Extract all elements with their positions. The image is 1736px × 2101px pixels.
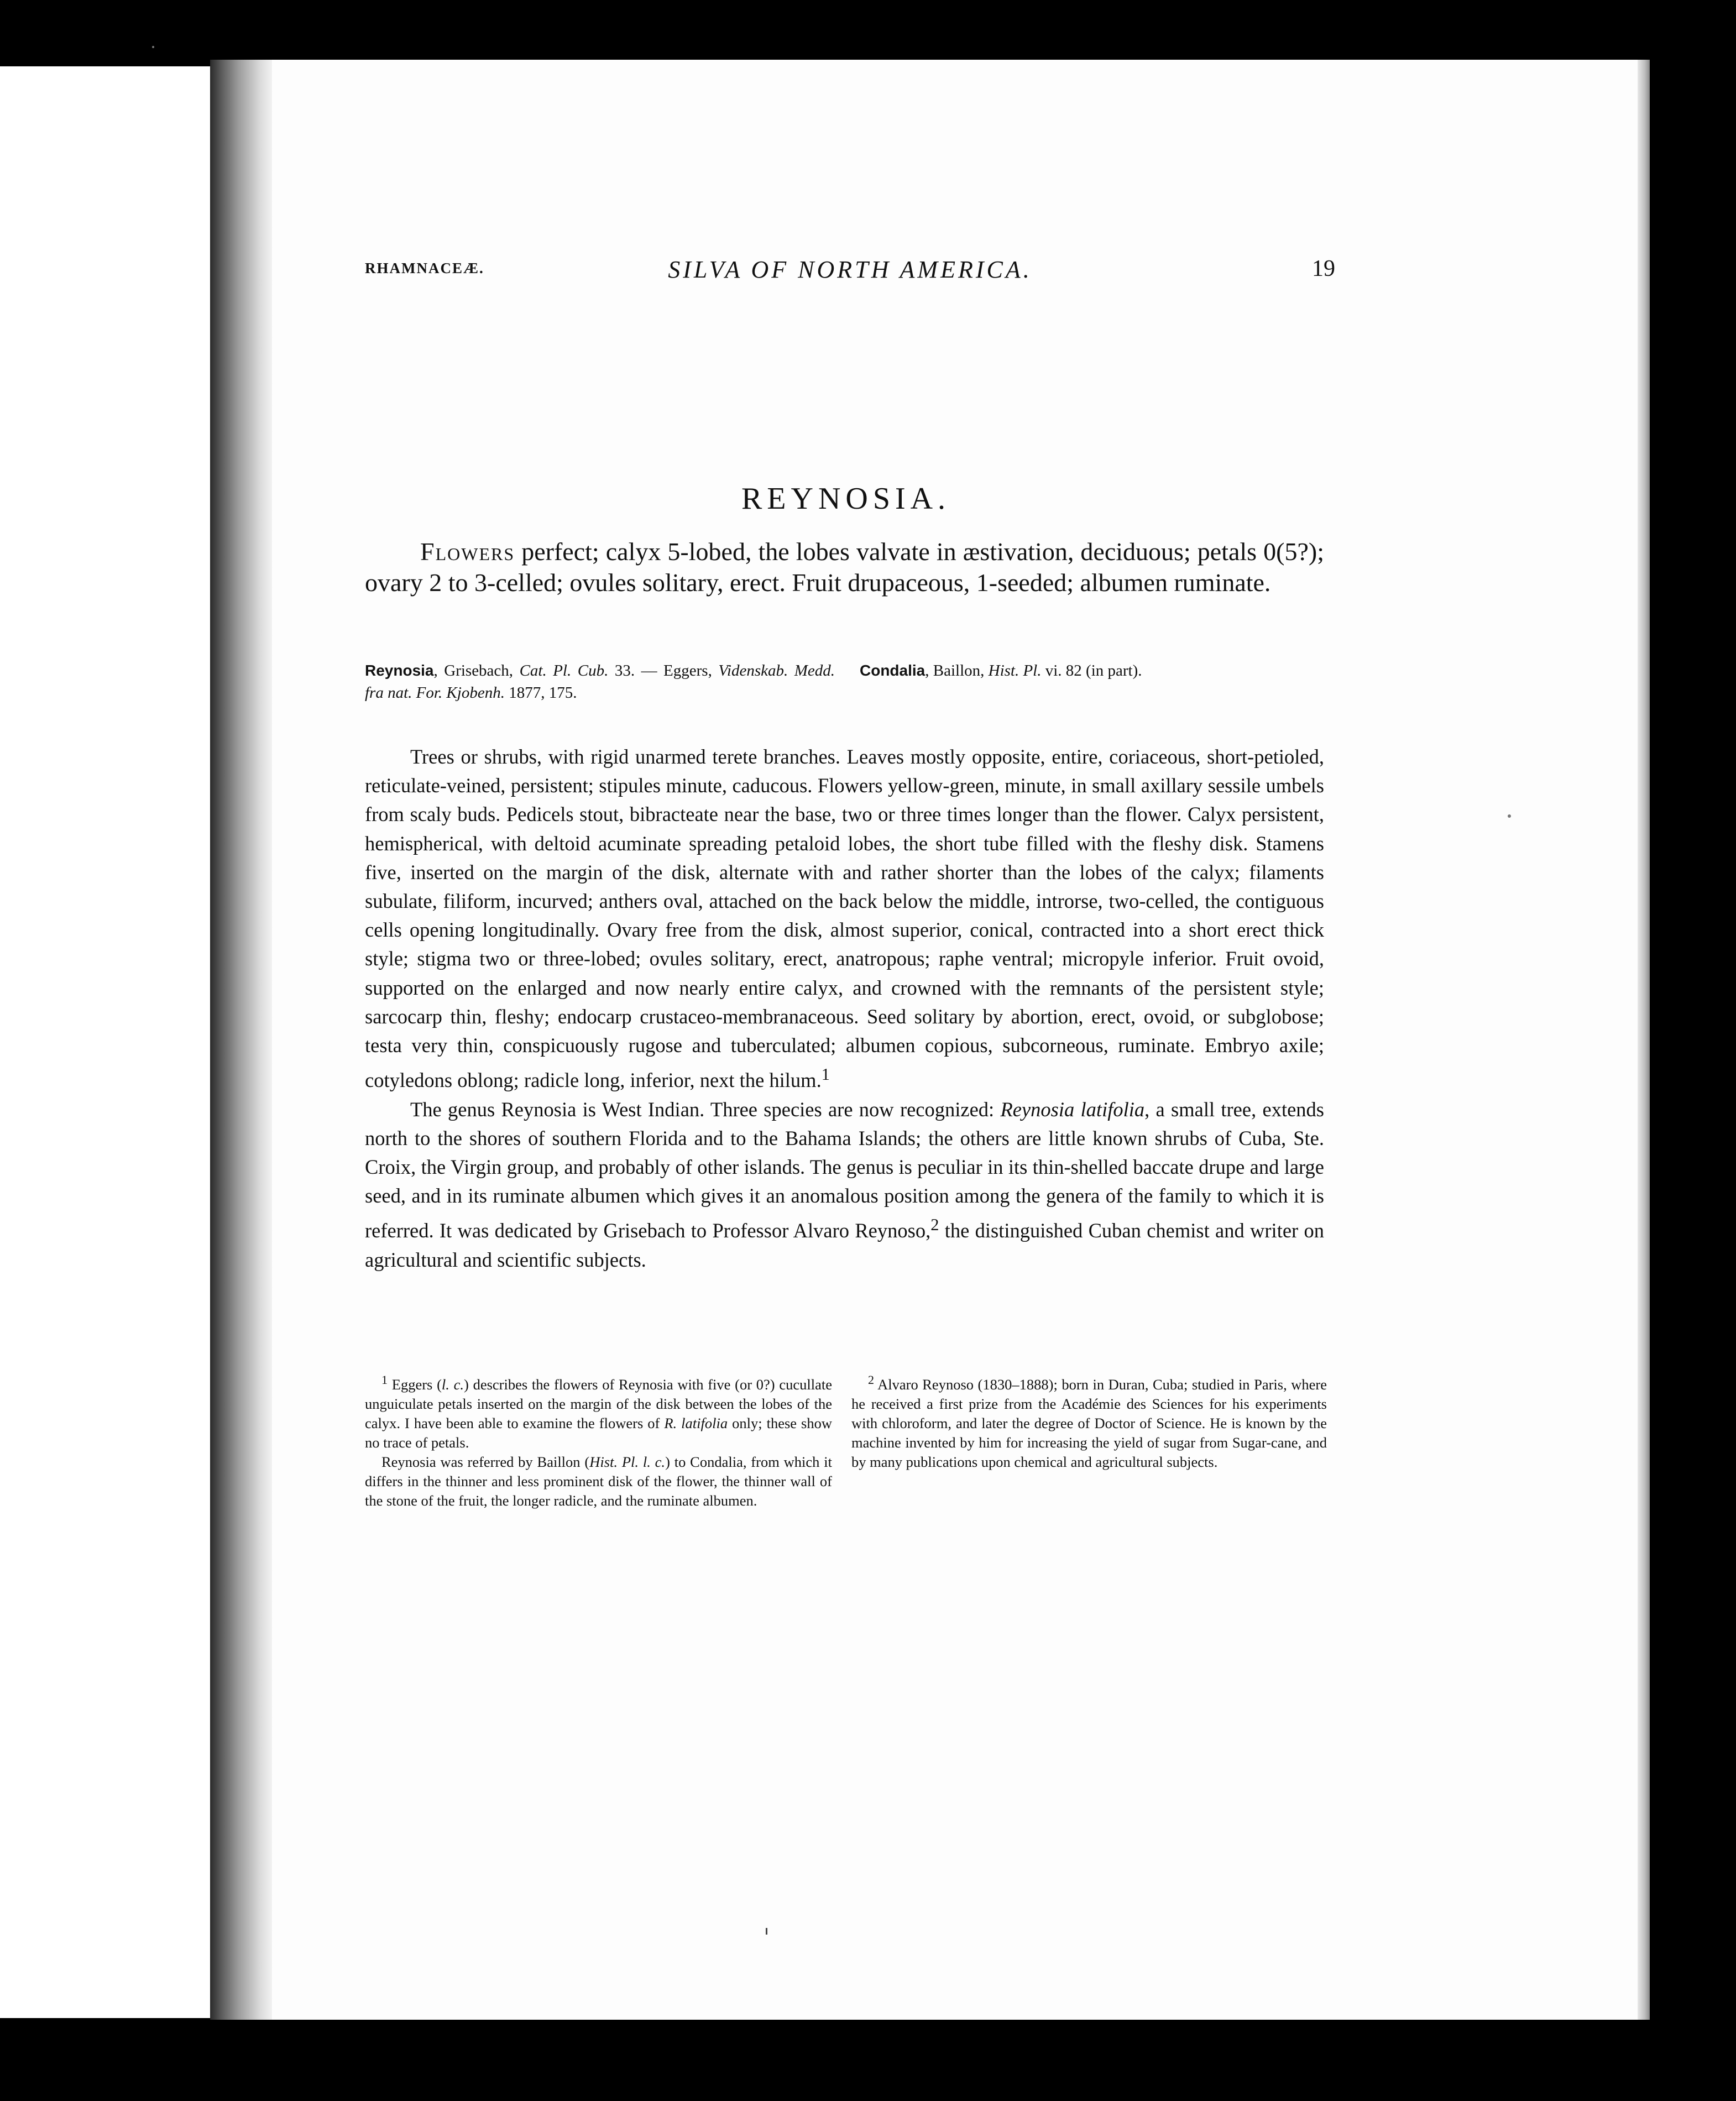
page-number: 19 — [1312, 256, 1335, 281]
synonym-work: Hist. Pl. — [988, 662, 1042, 680]
distribution-text: , a small tree, extends north to the shores of southern Florida and to the Bahama Islands; the others are little known shrubs of Cuba, Ste. Croix, the Virgin group, and probably of other islands. The genus is peculiar in its thin-shelled baccate drupe and large seed, and in its ruminate albumen which gives it an anomalous position among the genera of the family to which it is referred. It was dedicated by Grisebach to Professor Alvaro Reynoso, — [365, 1097, 1324, 1242]
distribution-text: the distinguished Cuban chemist and writer on agricultural and scientific subjects. — [365, 1219, 1324, 1271]
scan-speck — [766, 1928, 767, 1935]
synonym-genus: Condalia — [860, 662, 925, 679]
footnote-text: Reynosia was referred by Baillon ( — [381, 1453, 590, 1470]
characters-lead: Flowers — [420, 537, 515, 566]
description-text: Trees or shrubs, with rigid unarmed terete branches. Leaves mostly opposite, entire, coriaceous, short-petioled, reticulate-veined, persistent; stipules minute, caducous. Flowers yellow-green, minute, in small axillary sessile umbels from scaly buds. Pedicels stout, bibracteate near the base, two or three times longer than the flower. Calyx persistent, hemispherical, with deltoid acuminate spreading petaloid lobes, the short tube filled with the fleshy disk. Stamens five, inserted on the margin of the disk, alternate with and rather shorter than the lobes of the calyx; filaments subulate, filiform, incurved; anthers oval, attached on the back below the middle, introrse, two-celled, the contiguous cells opening longitudinally. Ovary free from the disk, almost superior, conical, contracted into a short erect thick style; stigma two or three-lobed; ovules solitary, erect, anatropous; raphe ventral; micropyle inferior. Fruit ovoid, supported on the enlarged and now nearly entire calyx, and crowned with the remnants of the persistent style; sarcocarp thin, fleshy; endocarp crustaceo-membranaceous. Seed solitary by abortion, erect, ovoid, or subglobose; testa very thin, conspicuously rugose and tuberculated; albumen copious, subcorneous, ruminate. Embryo axile; cotyledons oblong; radicle long, inferior, next the hilum. — [365, 745, 1324, 1092]
footnote-1 — [365, 1370, 832, 1511]
synonym-work: Cat. Pl. Cub. — [519, 662, 609, 680]
genus-description — [365, 743, 1324, 1274]
footnote-text: ) describes the flowers of Reynosia with five (or 0?) cucullate unguiculate petals inserted on the margin of the disk between the lobes of the calyx. I have been able to examine the flowers of — [365, 1376, 832, 1431]
characters-text: perfect; calyx 5-lobed, the lobes valvate in æstivation, deciduous; petals 0(5?); ovary 2 to 3-celled; ovules solitary, erect. Fruit drupaceous, 1-seeded; albumen ruminate. — [365, 537, 1324, 597]
distribution-text: The genus Reynosia is West Indian. Three species are now recognized: — [410, 1097, 1001, 1121]
footnote-paragraph — [365, 1370, 832, 1452]
synonym-author: , Baillon, — [925, 662, 989, 680]
footnote-ref: 1 — [821, 1065, 830, 1084]
book-gutter — [210, 60, 272, 2020]
species-name: Reynosia latifolia — [1000, 1097, 1145, 1121]
footnote-mark: 2 — [868, 1373, 875, 1387]
genus-title: REYNOSIA. — [741, 482, 951, 516]
synonym-pages: vi. 82 (in part). — [1041, 662, 1142, 680]
footnote-text: only; these show no trace of petals. — [365, 1414, 832, 1451]
book-title-header: SILVA OF NORTH AMERICA. — [668, 256, 1032, 283]
scan-speck — [152, 46, 154, 48]
page-edge — [1638, 60, 1650, 2020]
family-header: RHAMNACEÆ. — [365, 260, 484, 276]
footnote-paragraph — [365, 1452, 832, 1511]
synonym-work: Videnskab. Medd. fra nat. For. Kjobenh. — [365, 662, 835, 702]
synonym-genus: Reynosia — [365, 662, 434, 679]
synonymy-right — [860, 660, 1346, 682]
footnote-paragraph — [851, 1370, 1327, 1472]
footnote-2 — [851, 1370, 1327, 1472]
synonymy-left — [365, 660, 835, 704]
footnote-mark: 1 — [381, 1373, 388, 1387]
facing-page — [0, 66, 210, 2018]
synonym-author: , Grisebach, — [433, 662, 520, 680]
species-name: R. latifolia — [664, 1414, 728, 1431]
distribution-paragraph — [365, 1095, 1324, 1274]
description-paragraph — [365, 743, 1324, 1095]
footnote-ref: 2 — [930, 1215, 939, 1235]
synonym-year: 1877, 175. — [504, 684, 577, 702]
footnote-text: Alvaro Reynoso (1830–1888); born in Duran, Cuba; studied in Paris, where he received a first prize from the Académie des Sciences for his experiments with chloroform, and later the degree of Doctor of Science. He is known by the machine invented by him for increasing the yield of sugar from Sugar-cane, and by many publications upon chemical and agricultural subjects. — [851, 1376, 1327, 1470]
citation: Hist. Pl. l. c. — [589, 1453, 666, 1470]
running-head — [365, 255, 1335, 289]
citation: l. c. — [441, 1376, 464, 1393]
synonym-pages: 33. — Eggers, — [608, 662, 719, 680]
scan-speck — [1508, 814, 1511, 818]
footnote-text: ) to Condalia, from which it differs in the thinner and less prominent disk of the flower, the thinner wall of the stone of the fruit, the longer radicle, and the ruminate albumen. — [365, 1453, 832, 1509]
footnote-text: Eggers ( — [388, 1376, 442, 1393]
genus-characters — [365, 536, 1324, 598]
